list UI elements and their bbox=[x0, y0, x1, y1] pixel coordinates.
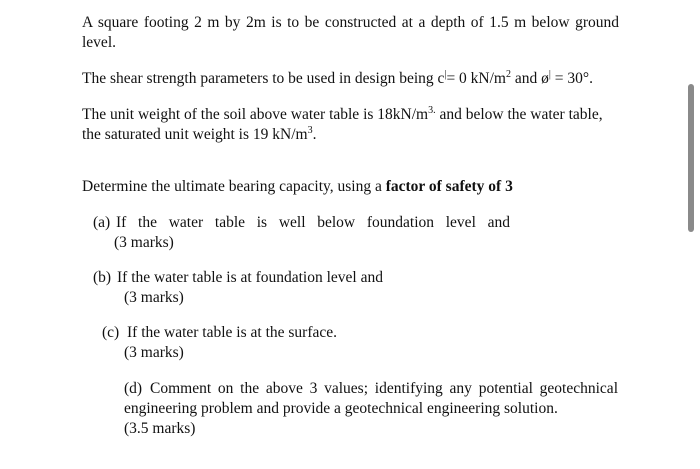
part-b-text: If the water table is at foundation level and bbox=[117, 269, 383, 286]
unit-weight-line-2: the saturated unit weight is 19 $kN/m^3$. bbox=[82, 125, 317, 143]
part-d-text-line-1: Comment on the above 3 values; identifying any potential geotechnical bbox=[150, 380, 618, 397]
vertical-scrollbar-thumb[interactable] bbox=[688, 84, 694, 232]
intro-line-1: A square footing 2 m by 2m is to be constructed at a depth of 1.5 m below ground bbox=[82, 14, 619, 31]
part-b-marks: (3 marks) bbox=[124, 289, 184, 306]
phi-prime-mark: | bbox=[548, 69, 551, 80]
part-c-text: If the water table is at the surface. bbox=[127, 324, 338, 341]
shear-strength-line: The shear strength parameters to be used in design being c|= 0 $kN/m^2$ and ø| = 30°. bbox=[82, 69, 593, 87]
part-c-marks: (3 marks) bbox=[124, 344, 184, 361]
part-d-label: (d) bbox=[124, 380, 143, 397]
part-a-text: If the water table is well below foundation level and bbox=[116, 214, 510, 231]
unit-weight-line-1: The unit weight of the soil above water table is $18kN/m^{3.}$ and below the water table, bbox=[82, 105, 603, 123]
part-c-label: (c) bbox=[102, 324, 120, 341]
part-d-marks: (3.5 marks) bbox=[124, 420, 196, 437]
factor-of-safety-emphasis: factor of safety of 3 bbox=[385, 178, 513, 195]
part-a-marks: (3 marks) bbox=[114, 234, 174, 251]
intro-line-2: level. bbox=[82, 34, 116, 51]
c-prime-mark: | bbox=[444, 69, 447, 80]
part-b-label: (b) bbox=[93, 269, 112, 286]
part-a-label: (a) bbox=[93, 214, 111, 231]
part-d-text-line-2: engineering problem and provide a geotechnical engineering solution. bbox=[124, 400, 558, 417]
determine-line: Determine the ultimate bearing capacity, using a factor of safety of 3 bbox=[82, 178, 513, 195]
